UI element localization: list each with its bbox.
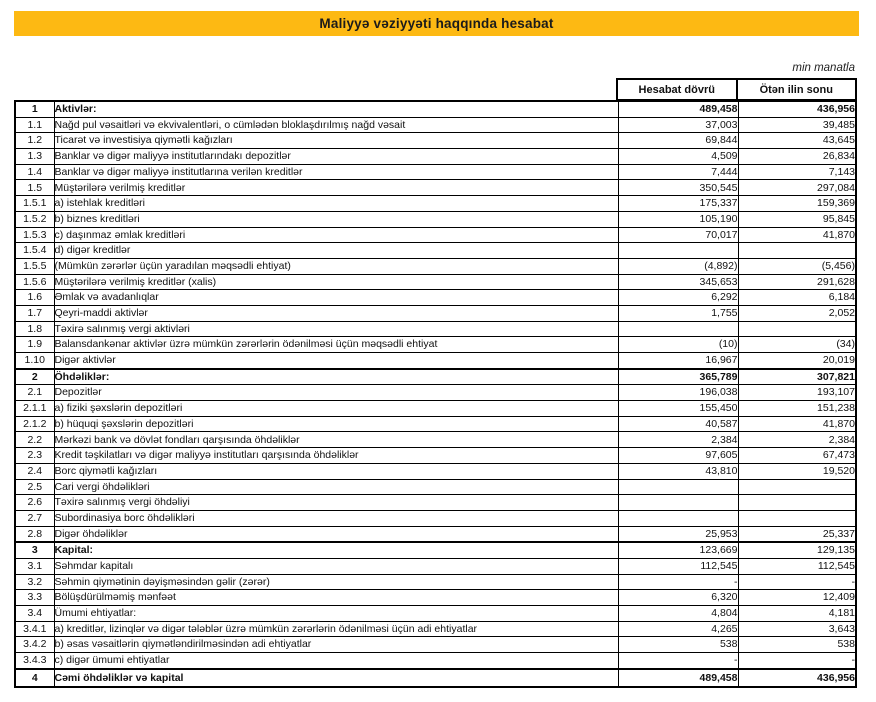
column-header-previous-year-end: Ötən ilin sonu	[736, 80, 856, 99]
row-value-previous	[738, 495, 856, 511]
row-number: 1.10	[15, 353, 54, 369]
row-label: Subordinasiya borc öhdəlikləri	[54, 510, 618, 526]
table-row	[15, 510, 856, 526]
row-value-previous: -	[738, 653, 856, 669]
row-value-current: 196,038	[618, 385, 738, 401]
row-number: 1.5.3	[15, 227, 54, 243]
row-number: 4	[15, 669, 54, 688]
table-row	[15, 117, 856, 133]
row-number: 1.5.1	[15, 196, 54, 212]
row-label: b) biznes kreditləri	[54, 211, 618, 227]
row-number: 1.7	[15, 305, 54, 321]
table-row	[15, 211, 856, 227]
row-value-current: 2,384	[618, 432, 738, 448]
row-value-previous: 25,337	[738, 526, 856, 542]
row-number: 1.5.4	[15, 243, 54, 259]
table-row	[15, 416, 856, 432]
row-value-previous	[738, 479, 856, 495]
row-number: 3.3	[15, 590, 54, 606]
row-value-current: 6,320	[618, 590, 738, 606]
row-label: d) digər kreditlər	[54, 243, 618, 259]
row-value-current	[618, 510, 738, 526]
table-row	[15, 196, 856, 212]
row-value-previous: 95,845	[738, 211, 856, 227]
row-value-previous: 151,238	[738, 401, 856, 417]
row-number: 1.2	[15, 133, 54, 149]
table-row	[15, 401, 856, 417]
table-row	[15, 558, 856, 574]
table-row	[15, 621, 856, 637]
row-label: Digər öhdəliklər	[54, 526, 618, 542]
row-number: 2.1	[15, 385, 54, 401]
row-value-previous: 7,143	[738, 164, 856, 180]
table-row	[15, 290, 856, 306]
row-value-previous: 2,384	[738, 432, 856, 448]
table-row	[15, 432, 856, 448]
row-value-current: (10)	[618, 337, 738, 353]
row-label: Bölüşdürülməmiş mənfəət	[54, 590, 618, 606]
row-value-previous: 12,409	[738, 590, 856, 606]
row-label: Müştərilərə verilmiş kreditlər	[54, 180, 618, 196]
table-row	[15, 669, 856, 688]
table-row	[15, 542, 856, 558]
row-value-previous: 538	[738, 637, 856, 653]
row-value-current	[618, 321, 738, 337]
row-value-current: 1,755	[618, 305, 738, 321]
row-number: 1.3	[15, 149, 54, 165]
table-row	[15, 448, 856, 464]
table-row	[15, 101, 856, 117]
row-label: Aktivlər:	[54, 101, 618, 117]
row-number: 1.5.2	[15, 211, 54, 227]
row-value-previous: 19,520	[738, 463, 856, 479]
row-value-current	[618, 243, 738, 259]
row-value-current: 4,804	[618, 606, 738, 622]
row-value-current: 538	[618, 637, 738, 653]
row-label: Kredit təşkilatları və digər maliyyə institutları qarşısında öhdəliklər	[54, 448, 618, 464]
table-row	[15, 590, 856, 606]
row-value-previous: 297,084	[738, 180, 856, 196]
row-value-previous: 436,956	[738, 669, 856, 688]
table-row	[15, 526, 856, 542]
row-value-current: 489,458	[618, 669, 738, 688]
row-value-previous: 43,645	[738, 133, 856, 149]
row-number: 2.4	[15, 463, 54, 479]
row-value-current: 69,844	[618, 133, 738, 149]
row-number: 1.6	[15, 290, 54, 306]
row-number: 1.5	[15, 180, 54, 196]
row-value-current: 4,509	[618, 149, 738, 165]
row-value-current: 489,458	[618, 101, 738, 117]
table-row	[15, 463, 856, 479]
row-value-previous: 129,135	[738, 542, 856, 558]
row-value-current: 16,967	[618, 353, 738, 369]
row-number: 1.1	[15, 117, 54, 133]
row-number: 2.1.2	[15, 416, 54, 432]
table-row	[15, 337, 856, 353]
row-value-current: -	[618, 653, 738, 669]
row-number: 1.5.6	[15, 274, 54, 290]
row-value-previous: 3,643	[738, 621, 856, 637]
report-title-bar	[14, 11, 859, 36]
row-number: 2	[15, 369, 54, 385]
row-value-current: 40,587	[618, 416, 738, 432]
row-value-current: 25,953	[618, 526, 738, 542]
row-number: 3.2	[15, 574, 54, 590]
row-value-previous: 193,107	[738, 385, 856, 401]
row-number: 2.1.1	[15, 401, 54, 417]
row-label: Öhdəliklər:	[54, 369, 618, 385]
table-row	[15, 149, 856, 165]
financial-position-table	[14, 100, 857, 688]
row-number: 2.5	[15, 479, 54, 495]
row-label: Təxirə salınmış vergi aktivləri	[54, 321, 618, 337]
row-label: b) hüquqi şəxslərin depozitləri	[54, 416, 618, 432]
table-row	[15, 321, 856, 337]
table-body	[15, 101, 856, 687]
row-value-previous: 4,181	[738, 606, 856, 622]
row-value-previous: 41,870	[738, 227, 856, 243]
row-value-current: 175,337	[618, 196, 738, 212]
row-label: Əmlak və avadanlıqlar	[54, 290, 618, 306]
row-number: 3.4.3	[15, 653, 54, 669]
row-value-current	[618, 479, 738, 495]
table-row	[15, 385, 856, 401]
row-number: 2.2	[15, 432, 54, 448]
row-value-previous	[738, 243, 856, 259]
row-value-previous: (34)	[738, 337, 856, 353]
table-row	[15, 258, 856, 274]
row-value-current: 4,265	[618, 621, 738, 637]
row-label: a) istehlak kreditləri	[54, 196, 618, 212]
table-row	[15, 243, 856, 259]
row-value-previous: 307,821	[738, 369, 856, 385]
row-number: 2.6	[15, 495, 54, 511]
row-value-previous: 20,019	[738, 353, 856, 369]
row-number: 3.1	[15, 558, 54, 574]
row-number: 1.5.5	[15, 258, 54, 274]
row-label: Cəmi öhdəliklər və kapital	[54, 669, 618, 688]
table-row	[15, 274, 856, 290]
table-row	[15, 637, 856, 653]
row-label: (Mümkün zərərlər üçün yaradılan məqsədli ehtiyat)	[54, 258, 618, 274]
table-row	[15, 227, 856, 243]
row-label: Borc qiymətli kağızları	[54, 463, 618, 479]
column-header-current-period: Hesabat dövrü	[638, 83, 715, 96]
row-value-current: 97,605	[618, 448, 738, 464]
row-value-previous: 436,956	[738, 101, 856, 117]
row-value-current: -	[618, 574, 738, 590]
row-value-previous: 159,369	[738, 196, 856, 212]
row-number: 3	[15, 542, 54, 558]
row-label: Ümumi ehtiyatlar:	[54, 606, 618, 622]
row-number: 2.7	[15, 510, 54, 526]
row-number: 3.4.1	[15, 621, 54, 637]
row-number: 1	[15, 101, 54, 117]
row-number: 1.4	[15, 164, 54, 180]
row-label: Banklar və digər maliyyə institutlarındakı depozitlər	[54, 149, 618, 165]
table-row	[15, 180, 856, 196]
table-row	[15, 574, 856, 590]
row-label: a) kreditlər, lizinqlər və digər tələblər üzrə mümkün zərərlərin ödənilməsi üçün adi ehtiyatlar	[54, 621, 618, 637]
row-value-current: 155,450	[618, 401, 738, 417]
row-value-previous: 41,870	[738, 416, 856, 432]
row-label: c) digər ümumi ehtiyatlar	[54, 653, 618, 669]
row-value-current: 6,292	[618, 290, 738, 306]
row-label: Kapital:	[54, 542, 618, 558]
row-label: Qeyri-maddi aktivlər	[54, 305, 618, 321]
column-headers	[616, 78, 857, 101]
row-label: Nağd pul vəsaitləri və ekvivalentləri, o cümlədən bloklaşdırılmış nağd vəsait	[54, 117, 618, 133]
row-value-current: 43,810	[618, 463, 738, 479]
row-label: Balansdankənar aktivlər üzrə mümkün zərərlərin ödənilməsi üçün məqsədli ehtiyat	[54, 337, 618, 353]
table-row	[15, 305, 856, 321]
row-value-current: 350,545	[618, 180, 738, 196]
row-number: 1.8	[15, 321, 54, 337]
row-label: Mərkəzi bank və dövlət fondları qarşısında öhdəliklər	[54, 432, 618, 448]
table-row	[15, 479, 856, 495]
row-label: Banklar və digər maliyyə institutlarına verilən kreditlər	[54, 164, 618, 180]
row-value-current: 112,545	[618, 558, 738, 574]
row-value-current: 365,789	[618, 369, 738, 385]
row-number: 3.4	[15, 606, 54, 622]
row-value-current: 345,653	[618, 274, 738, 290]
table-row	[15, 369, 856, 385]
row-label: Cari vergi öhdəlikləri	[54, 479, 618, 495]
row-label: b) əsas vəsaitlərin qiymətləndirilməsindən adi ehtiyatlar	[54, 637, 618, 653]
table-row	[15, 353, 856, 369]
row-value-current: 7,444	[618, 164, 738, 180]
row-value-previous: 26,834	[738, 149, 856, 165]
table-row	[15, 653, 856, 669]
row-value-current: 123,669	[618, 542, 738, 558]
row-value-previous: 291,628	[738, 274, 856, 290]
row-value-current: (4,892)	[618, 258, 738, 274]
row-value-previous: 6,184	[738, 290, 856, 306]
row-label: Digər aktivlər	[54, 353, 618, 369]
table-row	[15, 606, 856, 622]
row-label: a) fiziki şəxslərin depozitləri	[54, 401, 618, 417]
row-value-previous: 112,545	[738, 558, 856, 574]
row-label: c) daşınmaz əmlak kreditləri	[54, 227, 618, 243]
row-label: Səhmdar kapitalı	[54, 558, 618, 574]
row-value-previous	[738, 321, 856, 337]
unit-note: min manatla	[792, 62, 855, 74]
table-row	[15, 133, 856, 149]
row-number: 2.3	[15, 448, 54, 464]
row-value-current: 37,003	[618, 117, 738, 133]
row-label: Səhmin qiymətinin dəyişməsindən gəlir (zərər)	[54, 574, 618, 590]
row-label: Müştərilərə verilmiş kreditlər (xalis)	[54, 274, 618, 290]
row-number: 3.4.2	[15, 637, 54, 653]
row-value-current: 105,190	[618, 211, 738, 227]
row-value-previous: 39,485	[738, 117, 856, 133]
row-number: 2.8	[15, 526, 54, 542]
row-value-current: 70,017	[618, 227, 738, 243]
row-value-previous: (5,456)	[738, 258, 856, 274]
row-value-previous: -	[738, 574, 856, 590]
row-value-previous	[738, 510, 856, 526]
row-value-current	[618, 495, 738, 511]
table-row	[15, 164, 856, 180]
row-label: Ticarət və investisiya qiymətli kağızları	[54, 133, 618, 149]
row-label: Depozitlər	[54, 385, 618, 401]
page-title: Maliyyə vəziyyəti haqqında hesabat	[319, 16, 554, 31]
row-value-previous: 67,473	[738, 448, 856, 464]
row-value-previous: 2,052	[738, 305, 856, 321]
row-label: Təxirə salınmış vergi öhdəliyi	[54, 495, 618, 511]
row-number: 1.9	[15, 337, 54, 353]
table-row	[15, 495, 856, 511]
